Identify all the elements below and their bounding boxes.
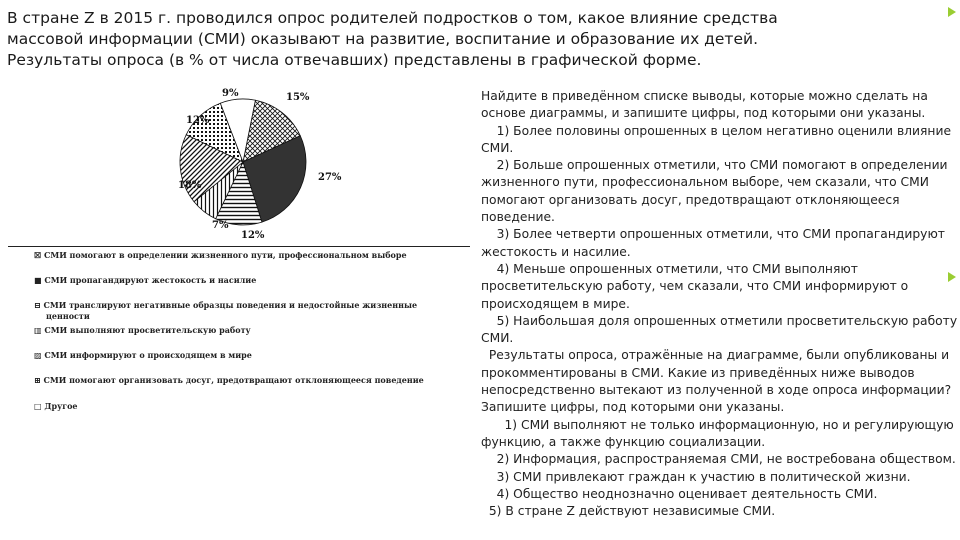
legend-item-continued xyxy=(46,311,90,321)
legend-item xyxy=(34,250,407,260)
task-line: 2) Больше опрошенных отметили, что СМИ помогают в определении xyxy=(481,158,948,173)
pie-slice-label: 9% xyxy=(222,88,239,99)
legend-label: СМИ выполняют просветительскую работу xyxy=(44,325,251,335)
pie-chart xyxy=(0,86,480,246)
legend-swatch-icon: ▥ xyxy=(34,325,42,335)
task-line: Запишите цифры, под которыми они указаны. xyxy=(481,400,785,415)
task-line: помогают организовать досуг, предотвращают отклоняющееся xyxy=(481,192,900,207)
pie-slice-label: 18% xyxy=(178,180,202,191)
legend-label: Другое xyxy=(44,401,78,411)
legend-item xyxy=(34,350,252,360)
legend-item xyxy=(34,375,424,385)
task-line: 4) Меньше опрошенных отметили, что СМИ выполняют xyxy=(481,261,858,276)
legend-label: СМИ пропагандируют жестокость и насилие xyxy=(44,275,257,285)
legend-label: СМИ информируют о происходящем в мире xyxy=(44,350,252,360)
task-line: 5) В стране Z действуют независимые СМИ. xyxy=(481,504,776,519)
task-line: жестокость и насилие. xyxy=(481,244,631,259)
task-line: Результаты опроса, отражённые на диаграмме, были опубликованы и xyxy=(481,348,950,363)
task-line: просветительскую работу, чем сказали, что СМИ информируют о xyxy=(481,279,909,294)
legend-swatch-icon: ■ xyxy=(34,275,42,285)
legend-item xyxy=(34,275,256,285)
task-line: 3) Более четверти опрошенных отметили, что СМИ пропагандируют xyxy=(481,227,945,242)
legend-swatch-icon: ⊟ xyxy=(34,300,41,310)
pie-slice-label: 27% xyxy=(318,172,342,183)
task-line: СМИ. xyxy=(481,140,514,155)
legend-divider xyxy=(8,246,470,247)
legend-label: ценности xyxy=(46,311,90,321)
legend-item xyxy=(34,300,417,310)
task-text xyxy=(481,88,958,520)
task-line: 2) Информация, распространяемая СМИ, не востребована обществом. xyxy=(481,452,956,467)
pie-slice-label: 15% xyxy=(286,92,310,103)
title-line: В стране Z в 2015 г. проводился опрос родителей подростков о том, какое влияние средства xyxy=(7,9,778,27)
task-line: функцию, а также функцию социализации. xyxy=(481,434,766,449)
task-line: 5) Наибольшая доля опрошенных отметили просветительскую работу xyxy=(481,313,958,328)
legend-label: СМИ транслируют негативные образцы поведения и недостойные жизненные xyxy=(43,300,418,310)
pie-slice-label: 12% xyxy=(186,115,210,126)
legend-swatch-icon: □ xyxy=(34,401,42,411)
task-line: прокомментированы в СМИ. Какие из приведённых ниже выводов xyxy=(481,365,915,380)
legend-label: СМИ помогают организовать досуг, предотвращают отклоняющееся поведение xyxy=(43,375,424,385)
task-intro xyxy=(7,8,937,71)
legend-swatch-icon: ▨ xyxy=(34,350,42,360)
legend-item xyxy=(34,401,78,411)
legend-item xyxy=(34,325,251,335)
task-line: поведение. xyxy=(481,210,555,225)
task-line: Найдите в приведённом списке выводы, которые можно сделать на xyxy=(481,89,928,103)
task-line: 3) СМИ привлекают граждан к участию в политической жизни. xyxy=(481,469,911,484)
task-line: основе диаграммы, и запишите цифры, под которыми они указаны. xyxy=(481,106,926,121)
title-line: Результаты опроса (в % от числа отвечавших) представлены в графической форме. xyxy=(7,51,702,69)
pie-slice-label: 7% xyxy=(212,220,229,231)
pie-slice-label: 12% xyxy=(241,230,265,241)
legend-swatch-icon: ⊞ xyxy=(34,375,41,385)
legend-label: СМИ помогают в определении жизненного пути, профессиональном выборе xyxy=(43,250,407,260)
task-line: СМИ. xyxy=(481,331,514,346)
task-line: происходящем в мире. xyxy=(481,296,630,311)
task-line: жизненного пути, профессиональном выборе, чем сказали, что СМИ xyxy=(481,175,929,190)
task-line: 4) Общество неоднозначно оценивает деятельность СМИ. xyxy=(481,486,878,501)
arrow-marker-icon xyxy=(948,7,956,17)
title-line: массовой информации (СМИ) оказывают на развитие, воспитание и образование их детей. xyxy=(7,30,758,48)
task-line: 1) СМИ выполняют не только информационную, но и регулирующую xyxy=(481,417,954,432)
legend-swatch-icon: ☒ xyxy=(34,250,42,260)
task-line: 1) Более половины опрошенных в целом негативно оценили влияние xyxy=(481,123,952,138)
task-line: непосредственно вытекают из полученной в ходе опроса информации? xyxy=(481,383,952,398)
